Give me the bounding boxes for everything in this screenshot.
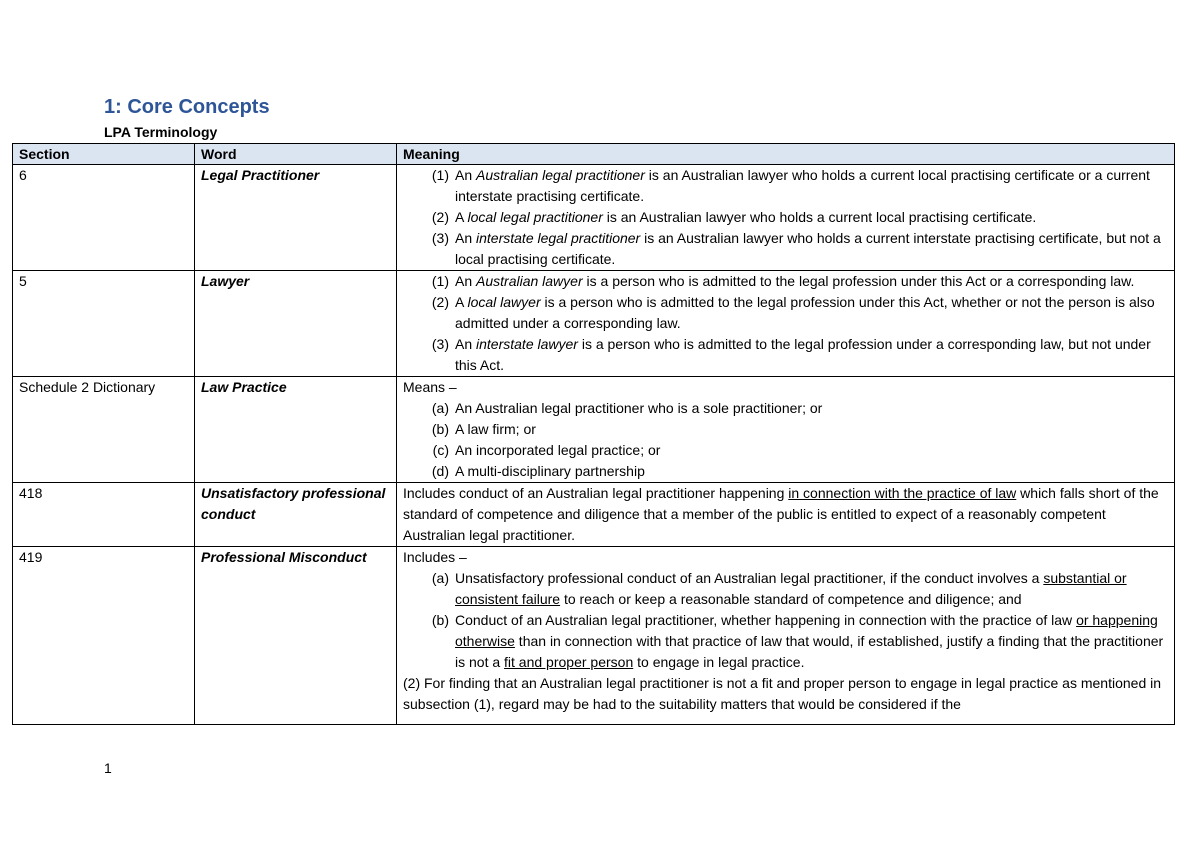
table-row [13, 271, 1175, 377]
item-text: Conduct of an Australian legal practitioner, whether happening in connection with the practice of law [455, 612, 1077, 628]
table-row [13, 547, 1175, 725]
section-cell: Schedule 2 Dictionary [13, 377, 195, 483]
list-item [403, 228, 1168, 270]
item-text: An Australian legal practitioner who is a sole practitioner; or [455, 400, 823, 416]
list-item [403, 610, 1168, 673]
item-text: An [455, 167, 477, 183]
meaning-intro: Means – [403, 379, 457, 395]
item-text: to engage in legal practice. [633, 654, 805, 670]
defined-term: interstate lawyer [476, 336, 578, 352]
item-number: (c) [432, 442, 449, 458]
item-text: than in connection with that practice of law that would, if established, justify a finding that the practitioner is not a [455, 633, 1164, 670]
defined-term: Australian lawyer [476, 273, 583, 289]
defined-term: local legal practitioner [467, 209, 603, 225]
item-text: to reach or keep a reasonable standard of competence and diligence; and [560, 591, 1022, 607]
list-item [403, 292, 1168, 334]
item-number: (3) [431, 230, 449, 246]
underlined-phrase: in connection with the practice of law [788, 485, 1017, 501]
item-text: is an Australian lawyer who holds a current interstate practising certificate, but not a local practising certificate. [455, 230, 1161, 267]
item-text: An [455, 230, 477, 246]
list-item [403, 461, 1168, 482]
meaning-text: which falls short of the standard of competence and diligence that a member of the public is entitled to expect of a reasonably competent Australian legal practitioner. [403, 485, 1159, 543]
page-title: 1: Core Concepts [104, 96, 270, 118]
word-cell: Unsatisfactory professional conduct [195, 483, 397, 547]
item-text: is a person who is admitted to the legal profession under this Act or a corresponding law. [582, 273, 1135, 289]
item-number: (a) [431, 570, 449, 586]
defined-term: interstate legal practitioner [476, 230, 641, 246]
table-row [13, 377, 1175, 483]
item-text: A law firm; or [455, 421, 536, 437]
item-number: (2) [431, 209, 449, 225]
item-text: A [455, 209, 468, 225]
item-number: (d) [431, 463, 449, 479]
word-cell: Law Practice [195, 377, 397, 483]
table-caption: LPA Terminology [104, 124, 218, 140]
table-header-row [13, 144, 1175, 165]
meaning-cell [397, 271, 1175, 377]
meaning-intro: Includes – [403, 549, 467, 565]
meaning-cell [397, 165, 1175, 271]
item-text: Unsatisfactory professional conduct of an Australian legal practitioner, if the conduct involves a [455, 570, 1044, 586]
list-item [403, 271, 1168, 292]
item-number: (2) [431, 294, 449, 310]
section-cell: 418 [13, 483, 195, 547]
item-number: (3) [431, 336, 449, 352]
word-cell: Lawyer [195, 271, 397, 377]
defined-term: local lawyer [467, 294, 541, 310]
header-section: Section [13, 144, 195, 165]
list-item [403, 440, 1168, 461]
defined-term: Australian legal practitioner [476, 167, 645, 183]
subsection-text: (2) For finding that an Australian legal practitioner is not a fit and proper person to engage in legal practice as mentioned in subsection (1), regard may be had to the suitability matters that would be considered if the [403, 675, 1162, 712]
item-text: A multi-disciplinary partnership [455, 463, 645, 479]
list-item [403, 165, 1168, 207]
meaning-text: Includes conduct of an Australian legal practitioner happening [403, 485, 789, 501]
section-cell: 6 [13, 165, 195, 271]
item-number: (1) [431, 273, 449, 289]
item-text: is an Australian lawyer who holds a current local practising certificate. [602, 209, 1037, 225]
list-item [403, 398, 1168, 419]
section-cell: 419 [13, 547, 195, 725]
word-cell: Legal Practitioner [195, 165, 397, 271]
item-text: An [455, 336, 477, 352]
item-number: (b) [431, 612, 449, 628]
table-row [13, 483, 1175, 547]
meaning-cell [397, 377, 1175, 483]
meaning-cell [397, 483, 1175, 547]
list-item [403, 334, 1168, 376]
section-cell: 5 [13, 271, 195, 377]
item-text: An [455, 273, 477, 289]
list-item [403, 568, 1168, 610]
item-text: is a person who is admitted to the legal profession under a corresponding law, but not under this Act. [455, 336, 1151, 373]
header-meaning: Meaning [397, 144, 1175, 165]
item-text: A [455, 294, 468, 310]
underlined-phrase: substantial or consistent failure [455, 570, 1127, 607]
word-cell: Professional Misconduct [195, 547, 397, 725]
list-item [403, 419, 1168, 440]
underlined-phrase: or happening otherwise [455, 612, 1158, 649]
item-number: (1) [431, 167, 449, 183]
terminology-table [12, 143, 1175, 725]
item-text: is a person who is admitted to the legal profession under this Act, whether or not the person is also admitted under a corresponding law. [455, 294, 1155, 331]
item-number: (a) [431, 400, 449, 416]
table-row [13, 165, 1175, 271]
header-word: Word [195, 144, 397, 165]
meaning-cell [397, 547, 1175, 725]
underlined-phrase: fit and proper person [504, 654, 634, 670]
item-text: An incorporated legal practice; or [455, 442, 661, 458]
list-item [403, 207, 1168, 228]
item-text: is an Australian lawyer who holds a current local practising certificate or a current interstate practising certificate. [455, 167, 1150, 204]
page-number: 1 [104, 760, 112, 776]
item-number: (b) [431, 421, 449, 437]
